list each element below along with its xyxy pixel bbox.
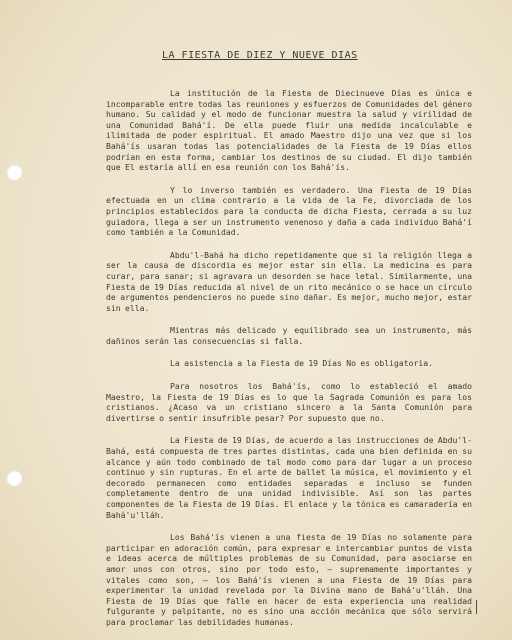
margin-pencil-mark <box>476 600 477 614</box>
document-body <box>106 88 472 640</box>
paragraph-3: Abdu'l-Bahá ha dicho repetidamente que si la religión llega a ser la causa de discordia es mejor estar sin ella. La medicina es para curar, para sanar; si agravara un desorden se hace letal. Similarmente, una Fiesta de 19 Días reducida al nivel de un rito mecánico o se hace un círculo de argumentos pendencieros no puede sino dañar. Es mejor, mucho mejor, estar sin ella. <box>106 249 472 313</box>
paragraph-6: Para nosotros los Bahá'ís, como lo estableció el amado Maestro, la Fiesta de 19 Días es lo que la Sagrada Comunión es para los cristianos. ¿Acaso va un cristiano sincero a la Santa Comunión para divertirse o sentir insufrible pesar? Por supuesto que no. <box>106 381 472 423</box>
paragraph-4: Mientras más delicado y equilibrado sea un instrumento, más dañinos serán las consecuencias si falla. <box>106 325 472 346</box>
page-title: LA FIESTA DE DIEZ Y NUEVE DIAS <box>162 50 358 61</box>
paragraph-2: Y lo inverso también es verdadero. Una Fiesta de 19 Días efectuada en un clima contrario a la vida de la Fe, divorciada de los principios establecidos para la conducta de dicha Fiesta, cerrada a su luz guiadora, llega a ser un instrumento venenoso y daña a cada individuo Bahá'í como también a la Comunidad. <box>106 184 472 238</box>
punch-hole-bottom <box>6 470 22 486</box>
paragraph-8: Los Bahá'ís vienen a una fiesta de 19 Días no solamente para participar en adoración común, para expresar e intercambiar puntos de vista e ideas acerca de múltiples problemas de su Comunidad, para asociarse en amor unos con otros, sino por todo esto, – supremamente importantes y vitales como son, – los Bahá'ís vienen a una Fiesta de 19 Días para experimentar la unidad revelada por la Divina mano de Bahá'u'lláh. Una Fiesta de 19 Días que falle en hacer de esta experiencia una realidad fulgurante y palpitante, no es sino una acción mecánica que sólo servirá para proclamar las debilidades humanas. <box>106 532 472 627</box>
paragraph-7: La Fiesta de 19 Días, de acuerdo a las instrucciones de Abdu'l-Bahá, está compuesta de tres partes distintas, cada una bien definida en su alcance y aún todo combinado de tal modo como para dar lugar a un proceso continuo y sin rupturas. En el arte de ballet la música, el movimiento y el decorado permanecen como entidades separadas e incluso se funden completamente dentro de una unidad indivisible. Así son las partes componentes de la Fiesta de 19 Días. El enlace y la tónica es camaradería en Bahá'u'lláh. <box>106 435 472 520</box>
paragraph-5: La asistencia a la Fiesta de 19 Días No es obligatoria. <box>170 358 434 369</box>
punch-hole-top <box>6 164 22 180</box>
paragraph-1: La institución de la Fiesta de Diecinueve Días es única e incomparable entre todas las reuniones y esfuerzos de Comunidades del género humano. Su calidad y el modo de funcionar muestra la salud y virilidad de una Comunidad Bahá'í. De ella puede fluir una medida incalculable e ilimitada de poder espiritual. El amado Maestro dijo una vez que si los Bahá'ís usaran todas las potencialidades de la Fiesta de 19 Días ellos podrían en esta forma, cambiar los destinos de su ciudad. El dijo también que El estaría allí en esa reunión con los Bahá'ís. <box>106 88 472 173</box>
